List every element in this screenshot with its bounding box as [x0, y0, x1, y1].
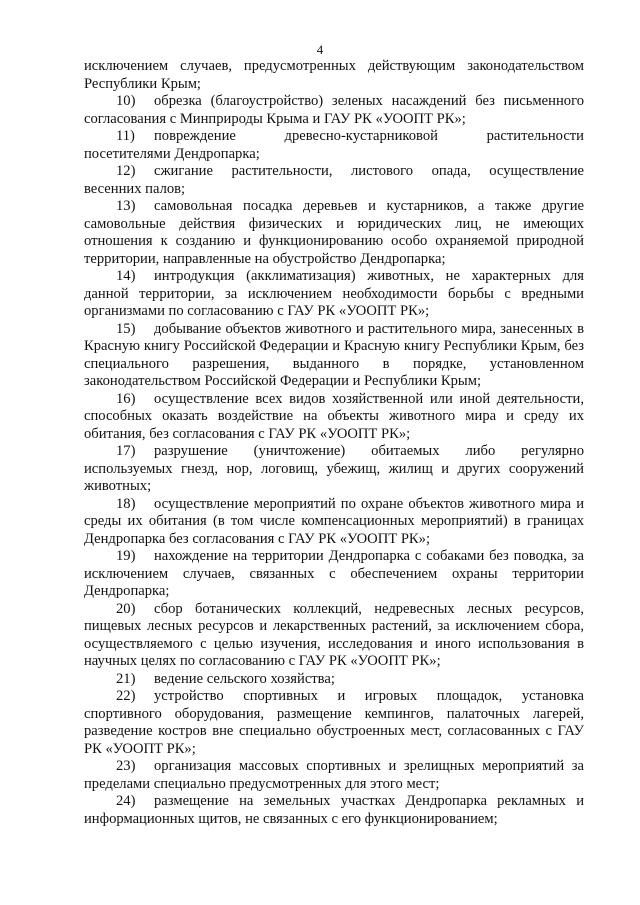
item-number: 17) [116, 443, 136, 459]
list-item [84, 163, 584, 198]
item-text: организация массовых спортивных и зрелищных мероприятий за пределами специально предусмотренных для этого мест; [84, 758, 584, 792]
item-number: 13) [116, 198, 136, 214]
item-text: размещение на земельных участках Дендропарка рекламных и информационных щитов, не связанных с его функционированием; [84, 793, 584, 827]
list-item [84, 548, 584, 601]
item-text: самовольная посадка деревьев и кустарников, а также другие самовольные действия физических и юридических лиц, не имеющих отношения к созданию и функционированию особо охраняемой природной территории, направленные на обустройство Дендропарка; [84, 198, 584, 267]
item-text: нахождение на территории Дендропарка с собаками без поводка, за исключением случаев, связанных с обеспечением охраны территории Дендропарка; [84, 548, 584, 599]
page-number: 4 [316, 42, 324, 57]
item-number: 15) [116, 320, 136, 337]
list-item [84, 601, 584, 671]
list-item [84, 443, 584, 496]
list-item [84, 671, 584, 689]
item-number: 18) [116, 495, 136, 512]
item-number: 22) [116, 688, 136, 704]
intro-paragraph: исключением случаев, предусмотренных действующим законодательством Республики Крым; [84, 58, 584, 92]
item-text: осуществление всех видов хозяйственной или иной деятельности, способных оказать воздействие на объекты животного мира и среду их обитания, без согласования с ГАУ РК «УООПТ РК»; [84, 390, 584, 442]
list-item [84, 496, 584, 549]
item-text: обрезка (благоустройство) зеленых насаждений без письменного согласования с Минприроды Крыма и ГАУ РК «УООПТ РК»; [84, 93, 584, 127]
document-body [84, 58, 584, 828]
list-item [84, 198, 584, 268]
item-text: сжигание растительности, листового опада, осуществление весенних палов; [84, 163, 584, 197]
item-number: 23) [116, 758, 136, 774]
list-item [84, 268, 584, 321]
item-number: 12) [116, 163, 136, 179]
item-text: повреждение древесно-кустарниковой растительности посетителями Дендропарка; [84, 128, 584, 162]
item-number: 16) [116, 390, 136, 407]
item-number: 24) [116, 793, 136, 809]
list-item [84, 93, 584, 128]
item-text: интродукция (акклиматизация) животных, не характерных для данной территории, за исключением необходимости борьбы с вредными организмами по согласованию с ГАУ РК «УООПТ РК»; [84, 268, 584, 319]
prohibition-list [84, 93, 584, 828]
item-text: осуществление мероприятий по охране объектов животного мира и среды их обитания (в том числе компенсационных мероприятий) в границах Дендропарка без согласования с ГАУ РК «УООПТ РК»; [84, 495, 584, 547]
item-number: 20) [116, 600, 136, 617]
item-number: 14) [116, 268, 136, 284]
item-number: 11) [116, 128, 135, 144]
item-text: устройство спортивных и игровых площадок, установка спортивного оборудования, размещение кемпингов, палаточных лагерей, разведение костров вне специально обустроенных мест, согласованных с ГАУ РК «УООПТ РК»; [84, 688, 584, 757]
item-number: 10) [116, 93, 136, 109]
item-text: разрушение (уничтожение) обитаемых либо регулярно используемых гнезд, нор, логовищ, убежищ, жилищ и других сооружений животных; [84, 443, 584, 494]
list-item [84, 128, 584, 163]
item-number: 21) [116, 670, 136, 687]
item-text: добывание объектов животного и растительного мира, занесенных в Красную книгу Российской Федерации и Красную книгу Республики Крым, без специального разрешения, выданного в порядке, установленном законодательством Российской Федерации и Республики Крым; [84, 320, 584, 389]
list-item [84, 391, 584, 444]
item-text: ведение сельского хозяйства; [154, 670, 335, 687]
list-item [84, 793, 584, 828]
list-item [84, 758, 584, 793]
item-text: сбор ботанических коллекций, недревесных лесных ресурсов, пищевых лесных ресурсов и лекарственных растений, за исключением сбора, осуществляемого с целью изучения, исследования и иного использования в научных целях по согласованию с ГАУ РК «УООПТ РК»; [84, 600, 584, 669]
list-item [84, 321, 584, 391]
list-item [84, 688, 584, 758]
item-number: 19) [116, 548, 136, 564]
